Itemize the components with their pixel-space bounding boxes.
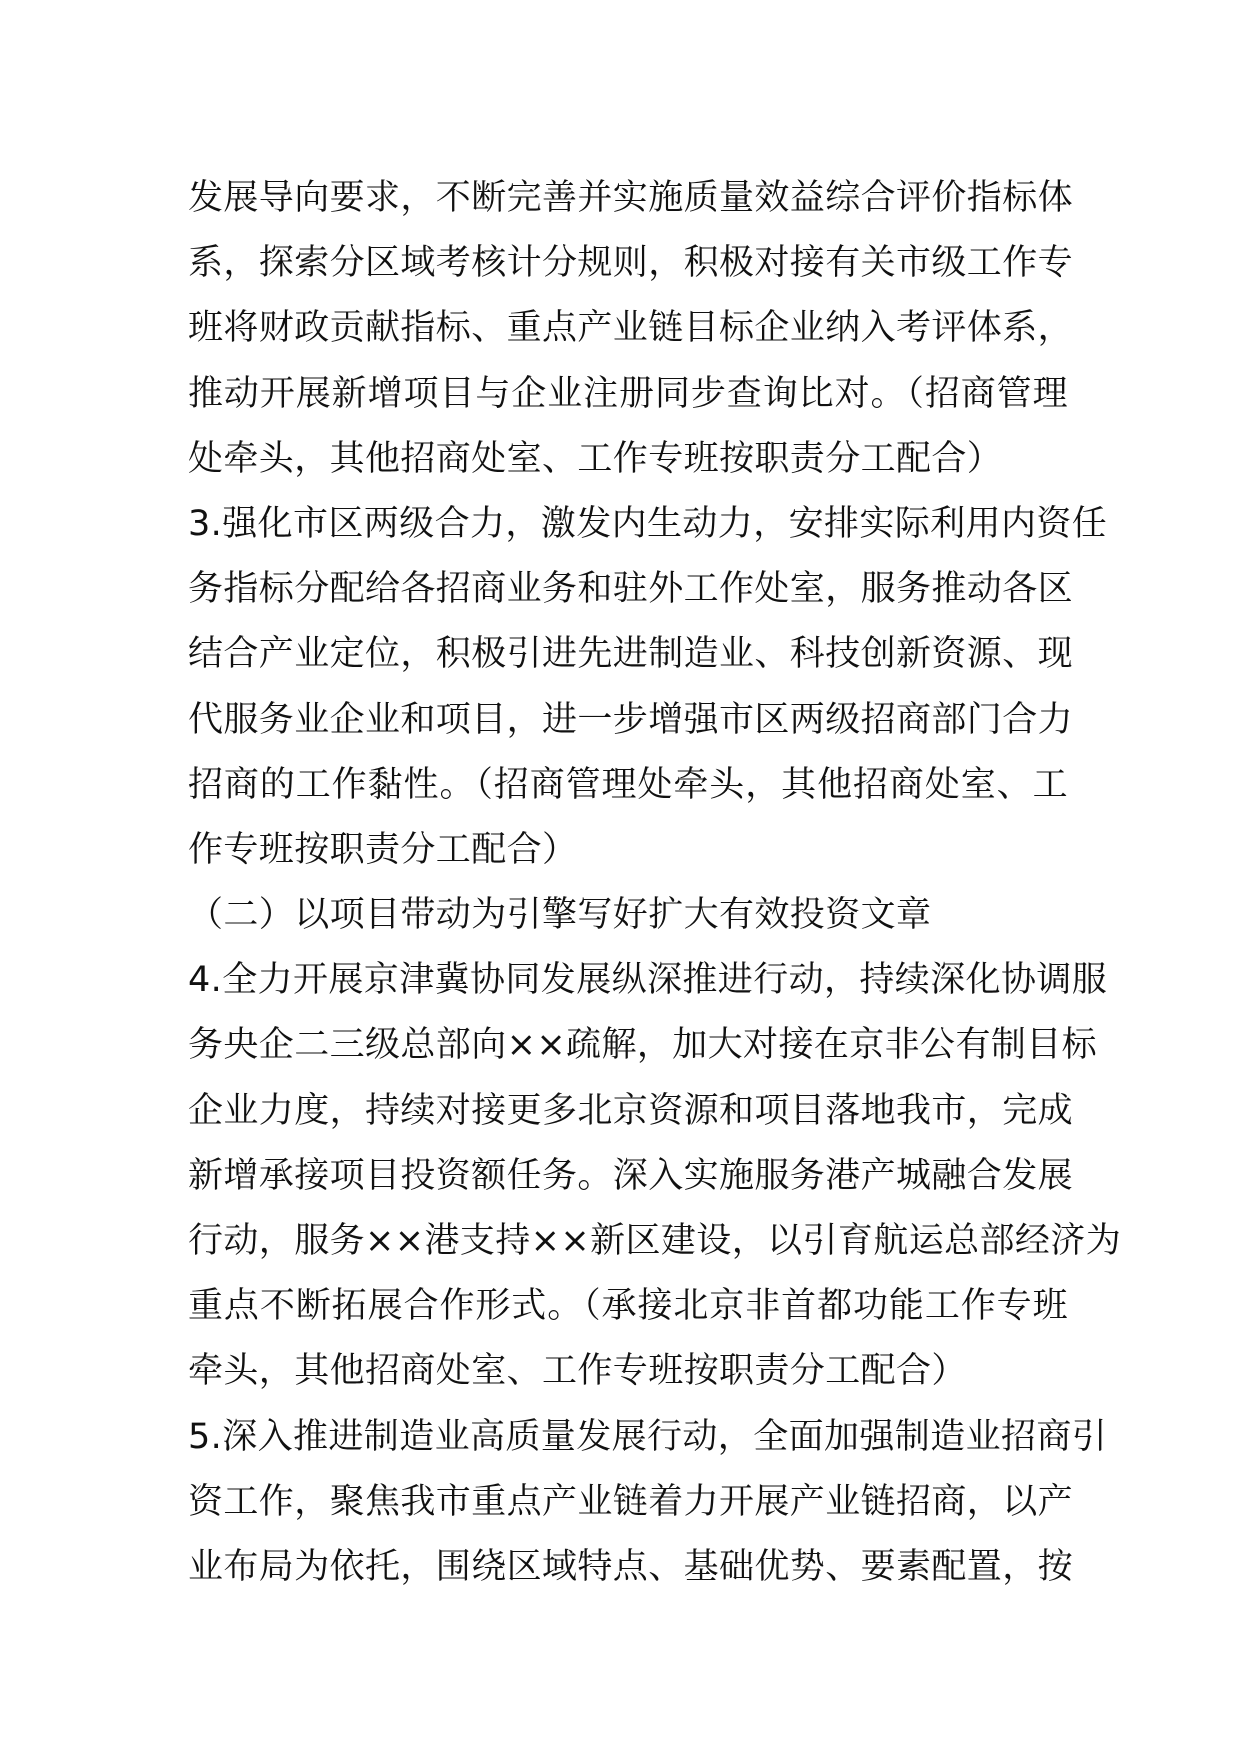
text-line: 结合产业定位，积极引进先进制造业、科技创新资源、现 — [188, 634, 1074, 675]
text-line: 推动开展新增项目与企业注册同步查询比对。（招商管理 — [188, 373, 1068, 414]
text-line: 务指标分配给各招商业务和驻外工作处室，服务推动各区 — [188, 569, 1074, 610]
text-line: 班将财政贡献指标、重点产业链目标企业纳入考评体系， — [188, 308, 1074, 349]
text-line: 业布局为依托，围绕区域特点、基础优势、要素配置，按 — [188, 1546, 1074, 1587]
text-line: 5.深入推进制造业高质量发展行动，全面加强制造业招商引 — [188, 1416, 1108, 1457]
text-line: 3.强化市区两级合力，激发内生动力，安排实际利用内资任 — [188, 503, 1108, 544]
text-line: 作专班按职责分工配合） — [188, 829, 578, 870]
text-line: 资工作，聚焦我市重点产业链着力开展产业链招商，以产 — [188, 1481, 1074, 1522]
text-line: 牵头，其他招商处室、工作专班按职责分工配合） — [188, 1351, 967, 1392]
text-line: 行动，服务××港支持××新区建设，以引育航运总部经济为 — [188, 1221, 1122, 1261]
text-line: 企业力度，持续对接更多北京资源和项目落地我市，完成 — [188, 1090, 1074, 1131]
section-heading: （二）以项目带动为引擎写好扩大有效投资文章 — [188, 895, 932, 936]
text-line: 发展导向要求，不断完善并实施质量效益综合评价指标体 — [188, 178, 1074, 218]
text-line: 务央企二三级总部向××疏解，加大对接在京非公有制目标 — [188, 1025, 1098, 1066]
text-line: 代服务业企业和项目，进一步增强市区两级招商部门合力 — [188, 699, 1074, 740]
text-line: 4.全力开展京津冀协同发展纵深推进行动，持续深化协调服 — [188, 960, 1108, 1001]
text-line: 重点不断拓展合作形式。（承接北京非首都功能工作专班 — [188, 1286, 1068, 1327]
text-line: 处牵头，其他招商处室、工作专班按职责分工配合） — [188, 438, 1003, 479]
text-line: 新增承接项目投资额任务。深入实施服务港产城融合发展 — [188, 1155, 1074, 1196]
document-body — [188, 166, 1122, 1600]
text-line: 系，探索分区域考核计分规则，积极对接有关市级工作专 — [188, 243, 1074, 284]
text-line: 招商的工作黏性。（招商管理处牵头，其他招商处室、工 — [188, 764, 1068, 805]
